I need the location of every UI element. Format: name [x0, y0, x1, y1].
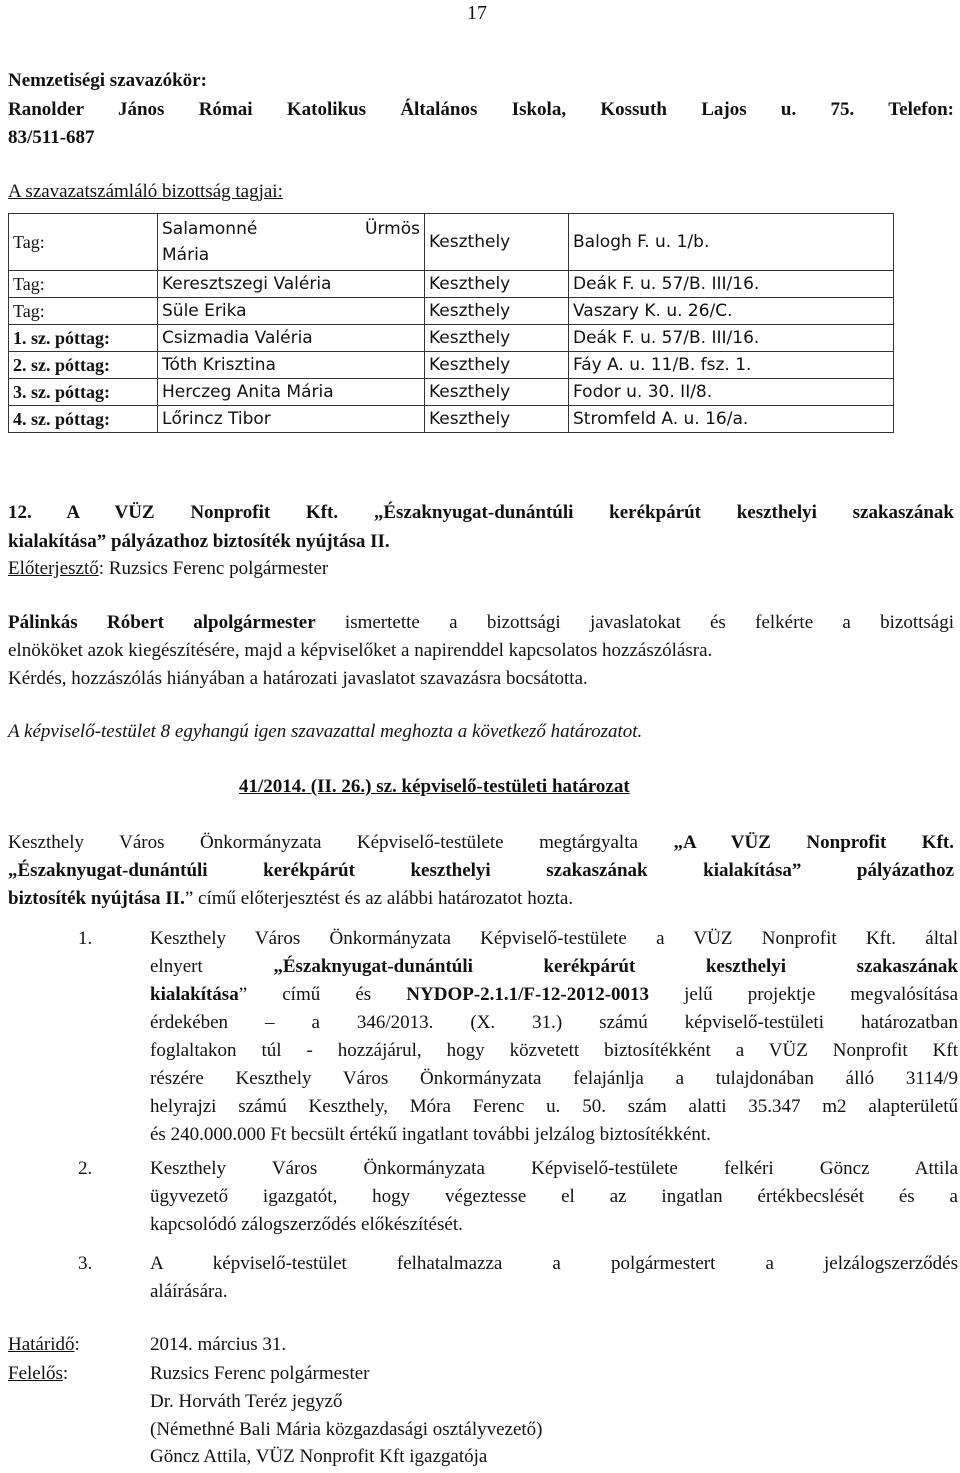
member-role: Tag:: [9, 298, 158, 325]
member-name-line2: Mária: [162, 245, 210, 265]
member-address: Balogh F. u. 1/b.: [569, 214, 894, 271]
member-city: Keszthely: [425, 325, 569, 352]
item2-line3: kapcsolódó zálogszerződés előkészítését.: [150, 1214, 463, 1235]
item1-line8: és 240.000.000 Ft becsült értékű ingatlant további jelzálog biztosítékként.: [150, 1124, 711, 1145]
committee-row: [9, 214, 894, 271]
responsible-person: (Némethné Bali Mária közgazdasági osztályvezető): [150, 1419, 543, 1440]
deadline-value: 2014. március 31.: [150, 1334, 287, 1355]
item1-l2-bold: „Északnyugat-dunántúli kerékpárút keszthelyi szakaszának: [273, 956, 958, 977]
resolution-item-1: [8, 925, 959, 1165]
item1-line7: helyrajzi számú Keszthely, Móra Ferenc u. 50. szám alatti 35.347 m2 alapterületű: [150, 1096, 958, 1117]
vote-result: A képviselő-testület 8 egyhangú igen szavazattal meghozta a következő határozatot.: [8, 721, 643, 742]
member-role: 4. sz. póttag:: [9, 406, 158, 433]
item1-l3-plain1: ” című és: [238, 984, 407, 1005]
committee-heading: A szavazatszámláló bizottság tagjai:: [8, 181, 283, 202]
resolution-item-3: [8, 1250, 958, 1310]
item12-title-line2: kialakítása” pályázathoz biztosíték nyújtása II.: [8, 531, 390, 552]
item-number: 2.: [78, 1158, 93, 1179]
member-city: Keszthely: [425, 298, 569, 325]
member-name-part1: Salamonné: [162, 219, 258, 239]
resolution-intro-line2: „Északnyugat-dunántúli kerékpárút keszthelyi szakaszának kialakítása” pályázathoz: [8, 860, 954, 881]
item12-para-line2: elnököket azok kiegészítésére, majd a képviselőket a napirenddel kapcsolatos hozzászólásra.: [8, 640, 713, 661]
committee-row: [9, 406, 894, 433]
item2-line1: Keszthely Város Önkormányzata Képviselő-testülete felkéri Göncz Attila: [150, 1158, 958, 1179]
item3-line2: aláírására.: [150, 1281, 228, 1302]
item2-line2: ügyvezető igazgatót, hogy végeztesse el az ingatlan értékbecslését és a: [150, 1186, 958, 1207]
committee-table: [8, 213, 894, 433]
member-role: 1. sz. póttag:: [9, 325, 158, 352]
deadline-label: [8, 1331, 80, 1359]
member-name: Tóth Krisztina: [158, 352, 425, 379]
resolution-item-2: [8, 1155, 958, 1245]
member-city: Keszthely: [425, 214, 569, 271]
resolution-title: 41/2014. (II. 26.) sz. képviselő-testületi határozat: [239, 776, 630, 797]
intro-plain: Keszthely Város Önkormányzata Képviselő-testülete megtárgyalta: [8, 832, 674, 853]
committee-row: [9, 379, 894, 406]
page-number: 17: [467, 2, 487, 24]
member-name-part2: Ürmös: [365, 219, 420, 239]
committee-row: [9, 298, 894, 325]
member-address: Deák F. u. 57/B. III/16.: [569, 271, 894, 298]
member-name: Süle Erika: [158, 298, 425, 325]
item1-line1: Keszthely Város Önkormányzata Képviselő-testülete a VÜZ Nonprofit Kft. által: [150, 928, 958, 949]
committee-row: [9, 325, 894, 352]
item1-l3-bold2: NYDOP-2.1.1/F-12-2012-0013: [406, 984, 650, 1005]
responsible-label-text: Felelős: [8, 1363, 63, 1384]
item1-line4: érdekében – a 346/2013. (X. 31.) számú képviselő-testületi határozatban: [150, 1012, 958, 1033]
committee-row: [9, 271, 894, 298]
polling-address-line1: Ranolder János Római Katolikus Általános Iskola, Kossuth Lajos u. 75. Telefon:: [8, 99, 954, 120]
presenter-value: : Ruzsics Ferenc polgármester: [98, 558, 329, 579]
member-city: Keszthely: [425, 406, 569, 433]
item1-l3-bold1: kialakítása: [150, 984, 239, 1005]
item12-title-line1: 12. A VÜZ Nonprofit Kft. „Északnyugat-dunántúli kerékpárút keszthelyi szakaszának: [8, 502, 954, 523]
responsible-colon: :: [62, 1363, 69, 1384]
member-city: Keszthely: [425, 352, 569, 379]
member-name: Herczeg Anita Mária: [158, 379, 425, 406]
member-role: 2. sz. póttag:: [9, 352, 158, 379]
member-address: Stromfeld A. u. 16/a.: [569, 406, 894, 433]
committee-row: [9, 352, 894, 379]
deadline-colon: :: [74, 1334, 80, 1355]
item1-line3: [150, 981, 958, 1009]
member-address: Fodor u. 30. II/8.: [569, 379, 894, 406]
member-role: Tag:: [9, 214, 158, 271]
resolution-intro-line1: [8, 829, 954, 856]
intro-bold-end: biztosíték nyújtása II.: [8, 888, 185, 909]
item3-line1: A képviselő-testület felhatalmazza a polgármestert a jelzálogszerződés: [150, 1253, 958, 1274]
item12-presenter: [8, 555, 954, 582]
item1-line2: [150, 953, 958, 981]
polling-heading: Nemzetiségi szavazókör:: [8, 70, 207, 91]
member-role: 3. sz. póttag:: [9, 379, 158, 406]
responsible-label: [8, 1360, 68, 1388]
item-number: 1.: [78, 928, 93, 949]
member-address: Fáy A. u. 11/B. fsz. 1.: [569, 352, 894, 379]
resolution-intro-line3: [8, 885, 954, 912]
item1-l3-plain2: jelű projektje megvalósítása: [649, 984, 959, 1005]
member-city: Keszthely: [425, 379, 569, 406]
item1-l2-plain: elnyert: [150, 956, 274, 977]
deadline-label-text: Határidő: [8, 1334, 75, 1355]
responsible-person: Dr. Horváth Teréz jegyző: [150, 1391, 343, 1412]
member-address: Deák F. u. 57/B. III/16.: [569, 325, 894, 352]
presenter-label: Előterjesztő: [8, 558, 99, 579]
item12-para-line1: [8, 609, 954, 636]
item1-line5: foglaltakon túl - hozzájárul, hogy közvetett biztosítékként a VÜZ Nonprofit Kft: [150, 1040, 958, 1061]
member-role: Tag:: [9, 271, 158, 298]
member-name: Lőrincz Tibor: [158, 406, 425, 433]
responsible-person: Göncz Attila, VÜZ Nonprofit Kft igazgatója: [150, 1446, 488, 1467]
para1-line1-rest: ismertette a bizottsági javaslatokat és felkérte a bizottsági: [315, 612, 954, 633]
responsible-person: Ruzsics Ferenc polgármester: [150, 1363, 370, 1384]
polling-address-line2: 83/511-687: [8, 127, 95, 148]
item-number: 3.: [78, 1253, 93, 1274]
member-city: Keszthely: [425, 271, 569, 298]
speaker-name: Pálinkás Róbert alpolgármester: [8, 612, 316, 633]
item12-para-line3: Kérdés, hozzászólás hiányában a határozati javaslatot szavazásra bocsátotta.: [8, 668, 588, 689]
intro-bold: „A VÜZ Nonprofit Kft.: [673, 832, 954, 853]
intro-plain-end: ” című előterjesztést és az alábbi határozatot hozta.: [184, 888, 574, 909]
member-name: Keresztszegi Valéria: [158, 271, 425, 298]
member-name: Csizmadia Valéria: [158, 325, 425, 352]
member-address: Vaszary K. u. 26/C.: [569, 298, 894, 325]
item1-line6: részére Keszthely Város Önkormányzata felajánlja a tulajdonában álló 3114/9: [150, 1068, 958, 1089]
member-name: [158, 214, 425, 271]
